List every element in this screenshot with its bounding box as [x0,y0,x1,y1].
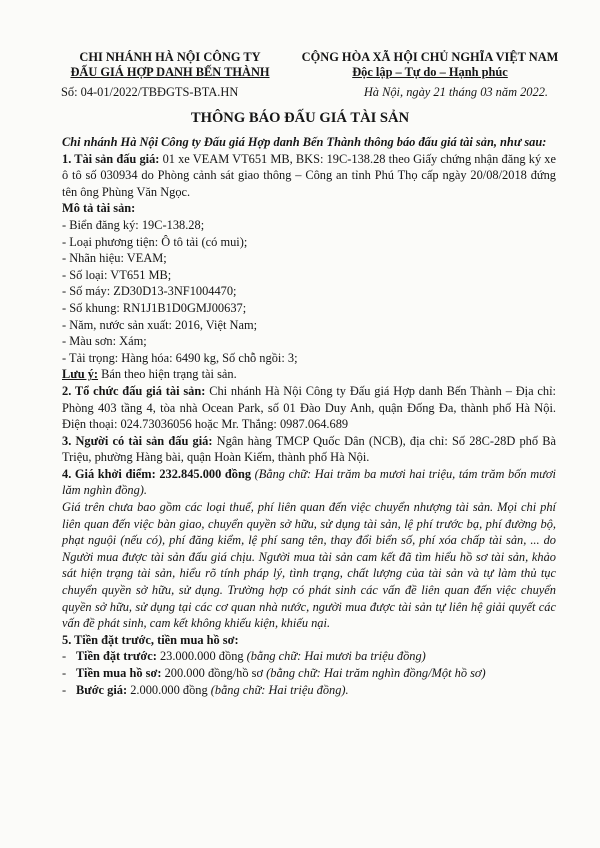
fee-value: 200.000 đồng/hồ sơ [161,666,264,680]
fee-label: Tiền mua hồ sơ: [76,666,162,680]
organization-header [40,50,300,80]
fee-words: (bằng chữ: Hai trăm nghìn đồng/Một hồ sơ) [263,666,486,680]
fee-words: (bằng chữ: Hai mươi ba triệu đồng) [243,649,426,664]
fee-item: - Bước giá: 2.000.000 đồng (bằng chữ: Hai triệu đồng). [62,682,349,697]
document-number: Số: 04-01/2022/TBĐGTS-BTA.HN [61,85,239,99]
asset-item: - Tải trọng: Hàng hóa: 6490 kg, Số chỗ ngồi: 3; [62,350,298,365]
asset-item: - Loại phương tiện: Ô tô tải (có mui); [62,234,248,249]
note-text: Bán theo hiện trạng tài sản. [98,367,237,382]
section-1-text: 01 xe VEAM VT651 MB, BKS: 19C-138.28 theo Giấy chứng nhận đăng ký xe ô tô số 030934 do Phòng cảnh sát giao thông – Công an tỉnh Phú Thọ cấp ngày 20/08/2018 đứng tên ông Phùng Văn Ngọc. [62,151,556,199]
asset-item: - Màu sơn: Xám; [62,334,147,349]
section-2-label: 2. Tổ chức đấu giá tài sản: [62,383,206,398]
section-4-label: 4. Giá khởi điểm: 232.845.000 đồng [62,466,252,481]
section-1 [62,151,556,201]
section-3-label: 3. Người có tài sản đấu giá: [62,433,213,448]
asset-item: - Số khung: RN1J1B1D0GMJ00637; [62,300,247,315]
section-5-label: 5. Tiền đặt trước, tiền mua hồ sơ: [62,632,239,647]
asset-item: - Số máy: ZD30D13-3NF1004470; [62,284,237,299]
asset-item: - Số loại: VT651 MB; [62,267,172,282]
org-name-line2: ĐẤU GIÁ HỢP DANH BẾN THÀNH [70,65,270,79]
fee-label: Tiền đặt trước: [76,649,157,664]
section-3-text: Ngân hàng TMCP Quốc Dân (NCB), địa chỉ: Số 28C-28D phố Bà Triệu, phường Hàng bài, quận Hoàn Kiếm, thành phố Hà Nội. [62,433,556,465]
note-label: Lưu ý: [62,367,99,382]
intro-paragraph: Chi nhánh Hà Nội Công ty Đấu giá Hợp danh Bến Thành thông báo đấu giá tài sản, như sau: [62,135,547,149]
fee-item: - Tiền đặt trước: 23.000.000 đồng (bằng chữ: Hai mươi ba triệu đồng) [62,649,426,664]
asset-item: - Năm, nước sản xuất: 2016, Việt Nam; [62,317,258,332]
section-1-label: 1. Tài sản đấu giá: [62,151,160,166]
fee-item: - Tiền mua hồ sơ: 200.000 đồng/hồ sơ (bằng chữ: Hai trăm nghìn đồng/Một hồ sơ) [62,666,486,680]
section-2 [62,383,556,433]
national-header [272,50,588,80]
section-3 [62,433,556,466]
asset-description-title: Mô tả tài sản: [62,201,136,216]
org-name-line1: CHI NHÁNH HÀ NỘI CÔNG TY [79,50,261,64]
nation-motto: Độc lập – Tự do – Hạnh phúc [352,65,508,79]
document-body [62,134,556,698]
asset-item: - Nhãn hiệu: VEAM; [62,251,167,266]
fee-value: 2.000.000 đồng [127,682,208,697]
section-4-words: (Bằng chữ: Hai trăm ba mươi hai triệu, tám trăm bốn mươi lăm nghìn đồng). [62,466,556,498]
section-2-text: Chi nhánh Hà Nội Công ty Đấu giá Hợp danh Bến Thành – Địa chỉ: Phòng 403 tầng 4, tòa nhà Ocean Park, số 01 Đào Duy Anh, quận Đống Đa, thành phố Hà Nội. Điện thoại: 024.73036056 hoặc Mr. Thắng: 0987.064.689 [62,383,556,432]
fee-words: (bằng chữ: Hai triệu đồng). [207,682,349,697]
section-4 [62,466,556,499]
fee-label: Bước giá: [76,682,128,697]
asset-item: - Biển đăng ký: 19C-138.28; [62,217,205,232]
nation-name: CỘNG HÒA XÃ HỘI CHỦ NGHĨA VIỆT NAM [301,50,559,64]
document-date: Hà Nội, ngày 21 tháng 03 năm 2022. [363,85,548,99]
fee-value: 23.000.000 đồng [156,649,244,664]
document-title: THÔNG BÁO ĐẤU GIÁ TÀI SẢN [190,110,410,126]
section-4-paragraph: Giá trên chưa bao gồm các loại thuế, phí liên quan đến việc chuyển nhượng tài sản. Mọi chi phí liên quan đến việc bàn giao, chuyển quyền sở hữu, sử dụng tài sản, lệ phí trước bạ, phí đường bộ, phạt nguội (nếu có), phí đăng kiểm, lệ phí sang tên, thay đổi biển số, phí xóa chấp tài sản, ... do Người mua được tài sản đấu giá chịu. Người mua tài sản cam kết đã tìm hiểu hồ sơ tài sản, khảo sát hiện trạng tài sản, hiểu rõ tính pháp lý, tình trạng, chất lượng của tài sản và tự làm thủ tục chuyển quyền sở hữu, sử dụng. Trường hợp có phát sinh các vấn đề liên quan đến việc chuyển quyền sở hữu, sử dụng tại các cơ quan nhà nước, người mua được tài sản tự liên hệ giải quyết các vấn đề phát sinh, cam kết không khiếu kiện, khiếu nại. [62,500,556,631]
asset-note [62,366,556,383]
